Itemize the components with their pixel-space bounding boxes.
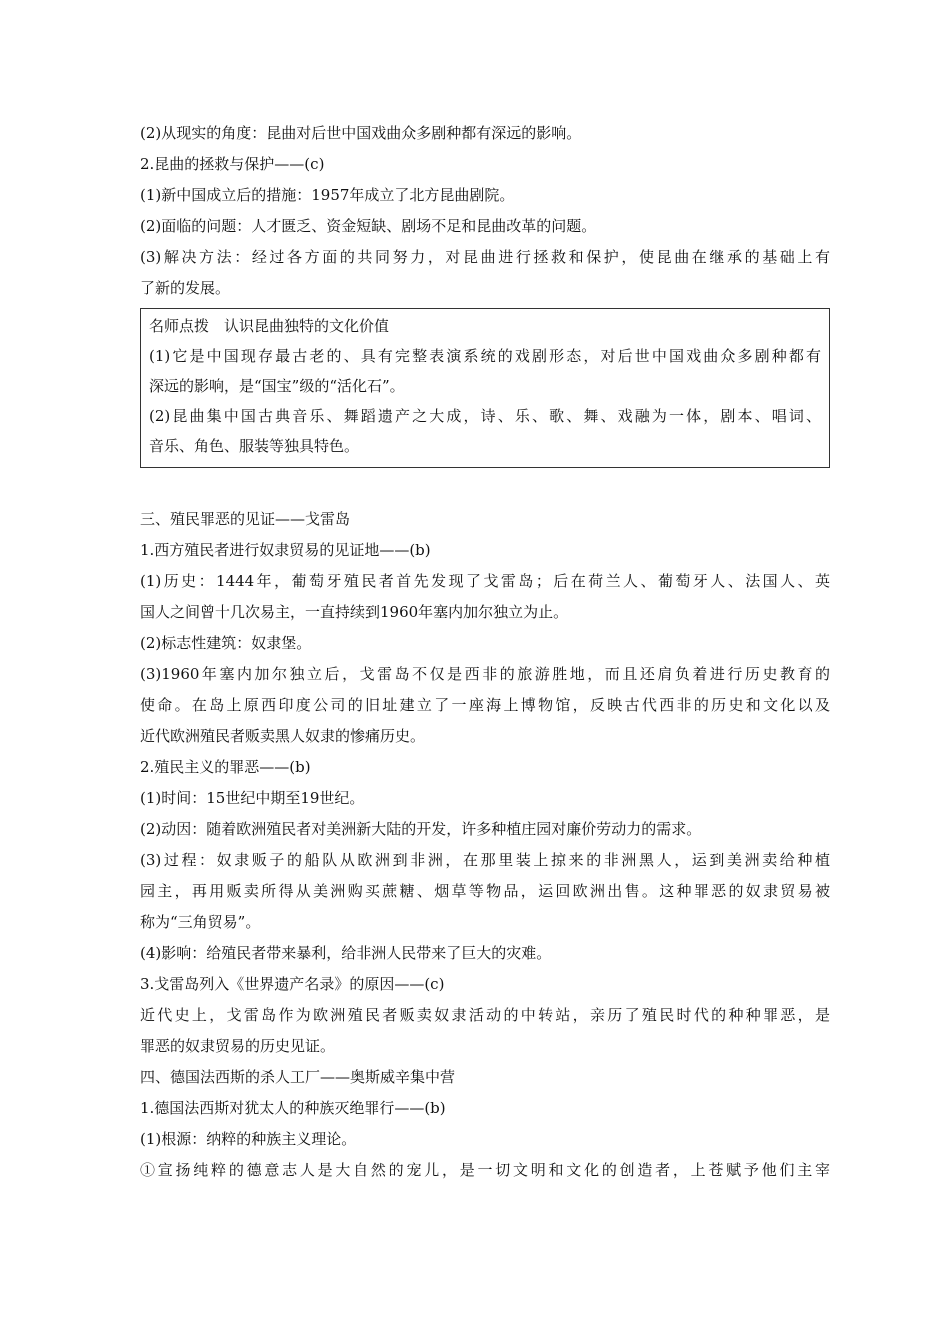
section-heading: 三、殖民罪恶的见证——戈雷岛 (140, 510, 351, 528)
section-kunqu-continued (140, 118, 830, 304)
text-line: 使命。在岛上原西印度公司的旧址建立了一座海上博物馆，反映古代西非的历史和文化以及 (140, 696, 830, 714)
section-goree-island (140, 504, 830, 1062)
text-line: (2)动因：随着欧洲殖民者对美洲新大陆的开发，许多种植庄园对廉价劳动力的需求。 (140, 820, 702, 838)
tip-box-title: 名师点拨 认识昆曲独特的文化价值 (149, 317, 390, 335)
subheading: 2.殖民主义的罪恶——(b) (140, 758, 311, 776)
spacer (140, 468, 830, 504)
text-line: (3)过程：奴隶贩子的船队从欧洲到非洲，在那里装上掠来的非洲黑人，运到美洲卖给种植 (140, 851, 830, 869)
subheading: 3.戈雷岛列入《世界遗产名录》的原因——(c) (140, 975, 445, 993)
tip-box-line: 深远的影响，是“国宝”级的“活化石”。 (149, 377, 405, 395)
tip-box-line: (2)昆曲集中国古典音乐、舞蹈遗产之大成，诗、乐、歌、舞、戏融为一体，剧本、唱词、 (149, 407, 821, 425)
text-line: 近代史上，戈雷岛作为欧洲殖民者贩卖奴隶活动的中转站，亲历了殖民时代的种种罪恶，是 (140, 1006, 830, 1024)
tip-box-line: 音乐、角色、服装等独具特色。 (149, 437, 360, 455)
text-line: ①宣扬纯粹的德意志人是大自然的宠儿，是一切文明和文化的创造者，上苍赋予他们主宰 (140, 1161, 830, 1179)
text-line: (2)标志性建筑：奴隶堡。 (140, 634, 312, 652)
text-line: (3)1960年塞内加尔独立后，戈雷岛不仅是西非的旅游胜地，而且还肩负着进行历史教育的 (140, 665, 830, 683)
subheading: 1.西方殖民者进行奴隶贸易的见证地——(b) (140, 541, 431, 559)
text-line: 了新的发展。 (140, 279, 231, 297)
teacher-tip-box (140, 308, 830, 468)
text-line: (4)影响：给殖民者带来暴利，给非洲人民带来了巨大的灾难。 (140, 944, 552, 962)
text-line: 近代欧洲殖民者贩卖黑人奴隶的惨痛历史。 (140, 727, 426, 745)
text-line: 称为“三角贸易”。 (140, 913, 261, 931)
text-line: (1)时间：15世纪中期至19世纪。 (140, 789, 365, 807)
text-line: (1)新中国成立后的措施：1957年成立了北方昆曲剧院。 (140, 186, 515, 204)
text-line: 罪恶的奴隶贸易的历史见证。 (140, 1037, 336, 1055)
subheading: 2.昆曲的拯救与保护——(c) (140, 155, 325, 173)
text-line: (1)根源：纳粹的种族主义理论。 (140, 1130, 357, 1148)
tip-box-line: (1)它是中国现存最古老的、具有完整表演系统的戏剧形态，对后世中国戏曲众多剧种都有 (149, 347, 821, 365)
section-auschwitz (140, 1062, 830, 1186)
text-line: (2)从现实的角度：昆曲对后世中国戏曲众多剧种都有深远的影响。 (140, 124, 582, 142)
text-line: 园主，再用贩卖所得从美洲购买蔗糖、烟草等物品，运回欧洲出售。这种罪恶的奴隶贸易被 (140, 882, 830, 900)
text-line: (3)解决方法：经过各方面的共同努力，对昆曲进行拯救和保护，使昆曲在继承的基础上有 (140, 248, 830, 266)
text-line: (1)历史：1444年，葡萄牙殖民者首先发现了戈雷岛；后在荷兰人、葡萄牙人、法国人、英 (140, 572, 830, 590)
section-heading: 四、德国法西斯的杀人工厂——奥斯威辛集中营 (140, 1068, 456, 1086)
subheading: 1.德国法西斯对犹太人的种族灭绝罪行——(b) (140, 1099, 446, 1117)
text-line: (2)面临的问题：人才匮乏、资金短缺、剧场不足和昆曲改革的问题。 (140, 217, 597, 235)
document-page (140, 118, 830, 1186)
text-line: 国人之间曾十几次易主，一直持续到1960年塞内加尔独立为止。 (140, 603, 569, 621)
